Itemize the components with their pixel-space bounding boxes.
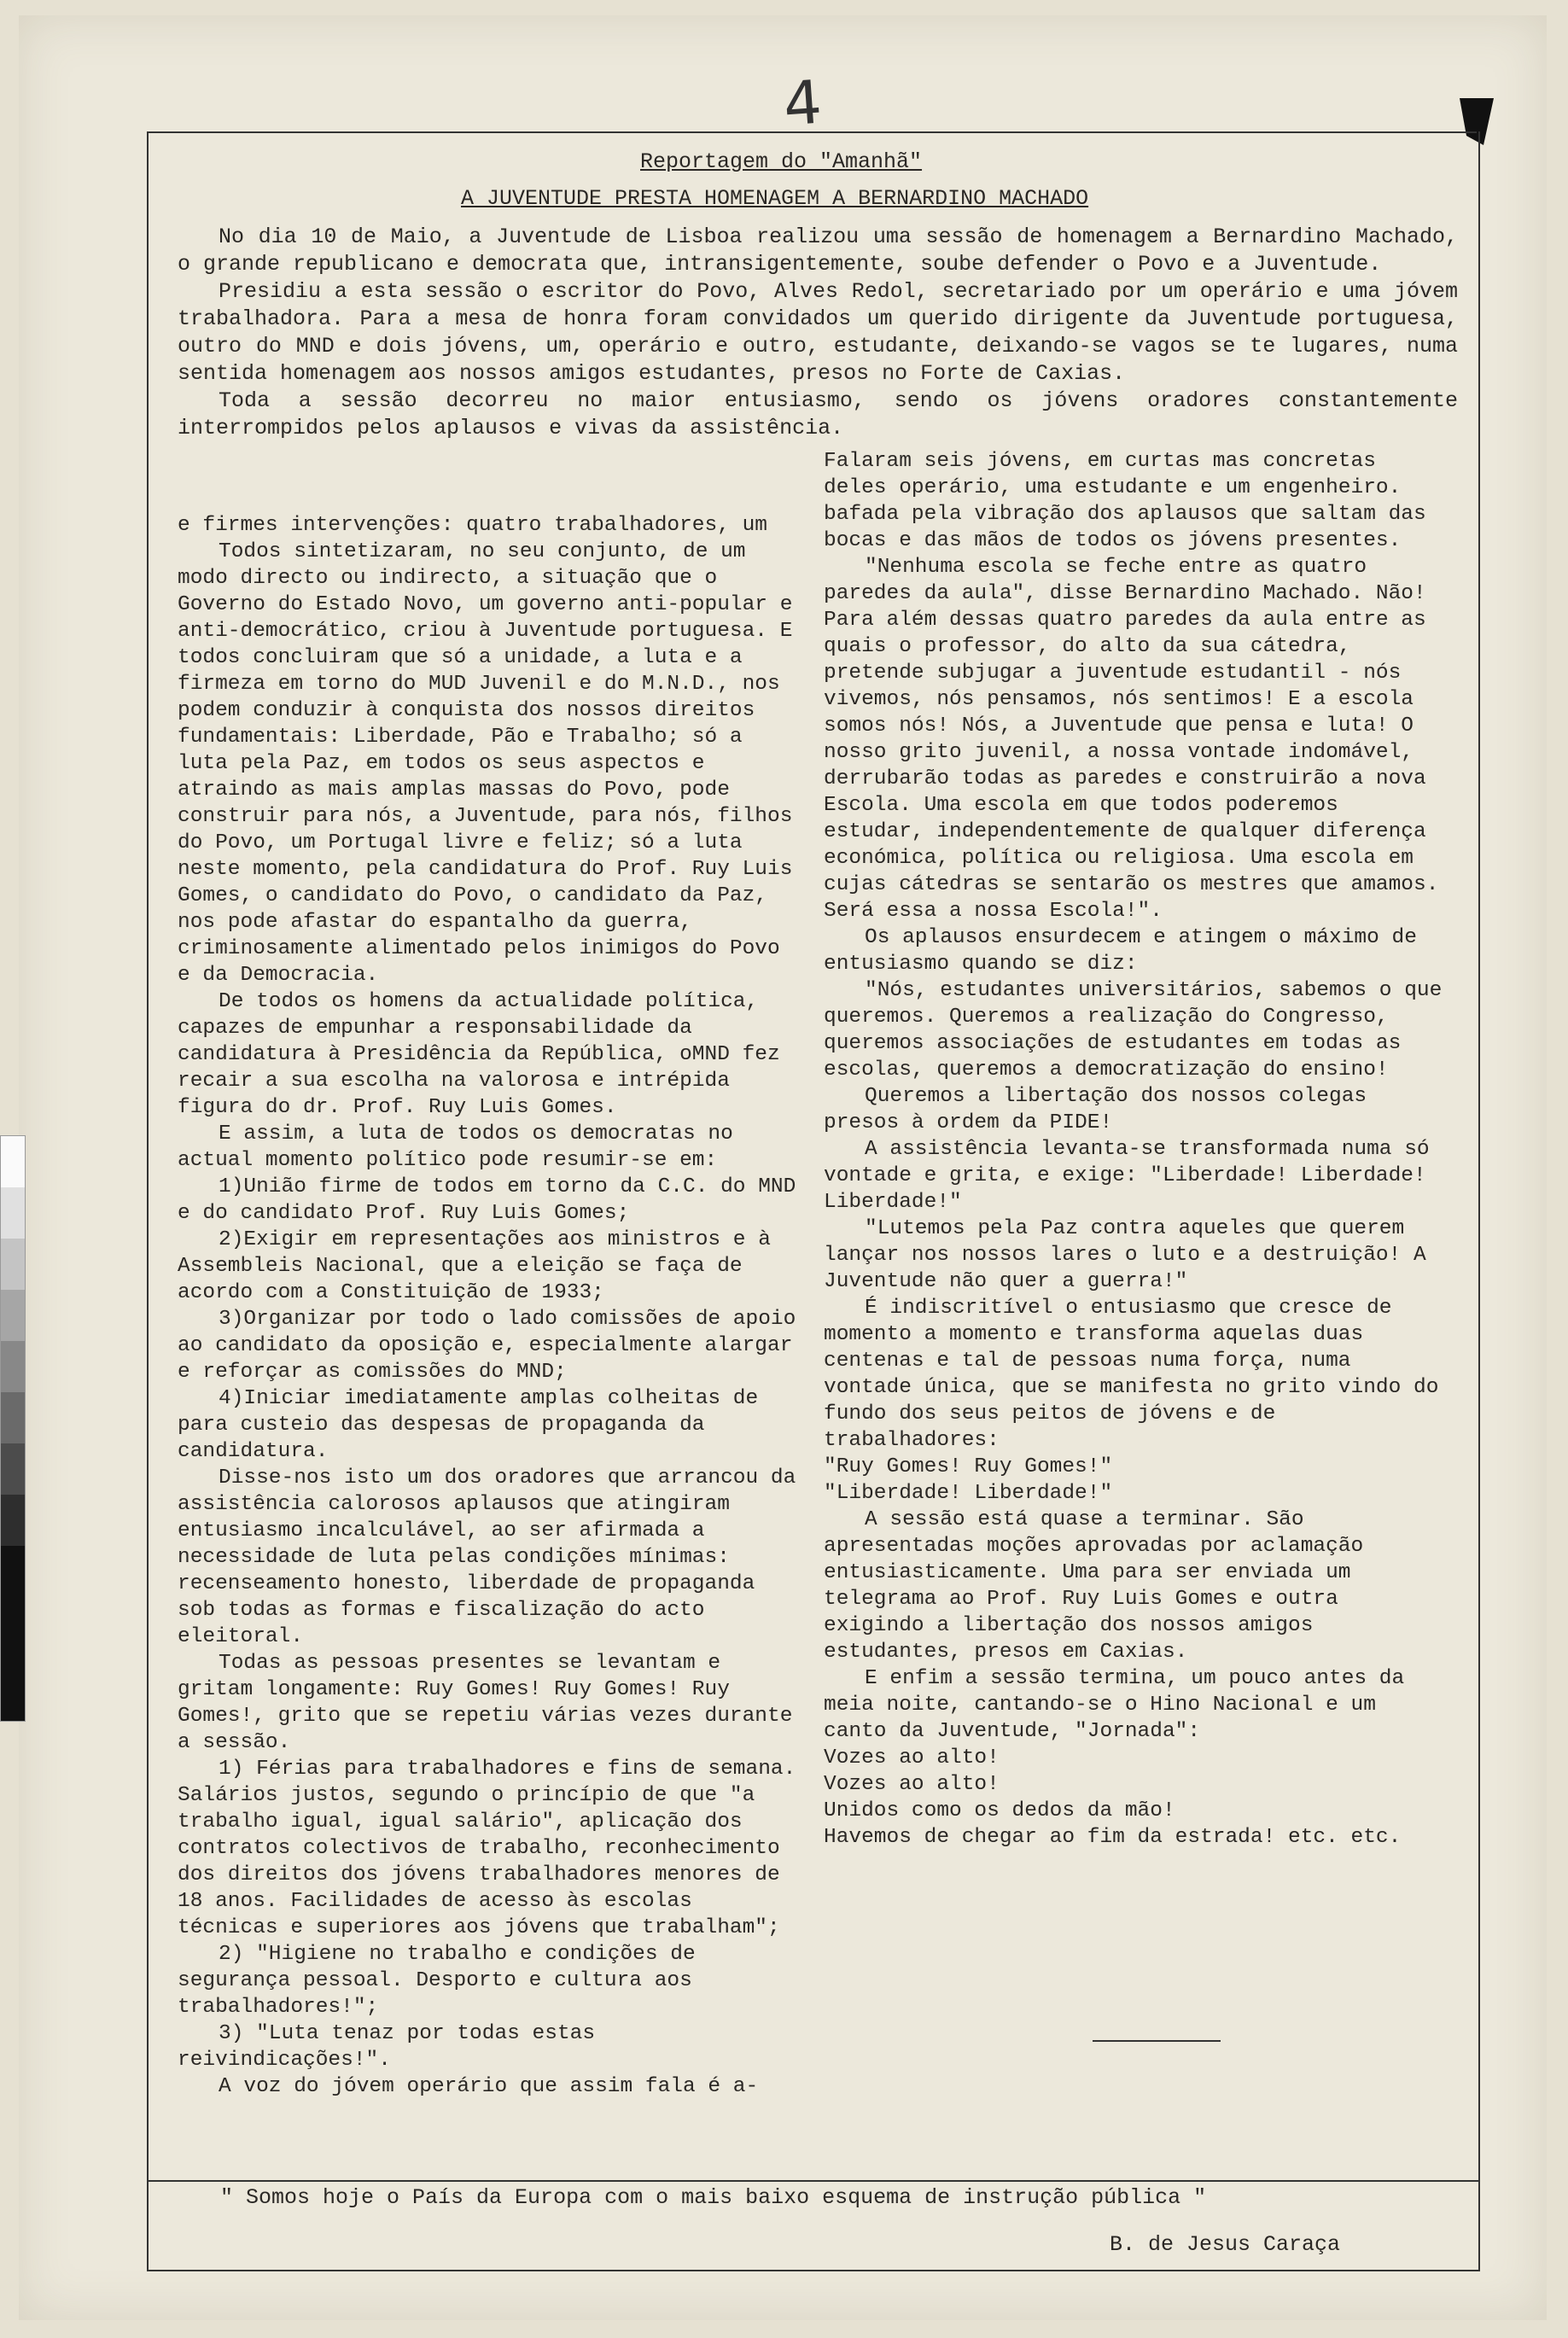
right-paragraph: Queremos a libertação dos nossos colegas presos à ordem da PIDE! <box>824 1085 1367 1134</box>
footer-divider <box>149 2180 1478 2182</box>
demand-item: 2)Exigir em representações aos ministros e à Assembleis Nacional, que a eleição se faça de acordo com a Constituição de 1933; <box>178 1228 771 1304</box>
demand-item: 4)Iniciar imediatamente amplas colheitas de para custeio das despesas de propaganda da candidatura. <box>178 1387 759 1463</box>
song-line: Vozes ao alto! <box>824 1773 1000 1796</box>
color-scale-strip <box>0 1135 26 1722</box>
chant-line: "Ruy Gomes! Ruy Gomes!" <box>824 1455 1113 1478</box>
song-line: Unidos como os dedos da mão! <box>824 1799 1175 1822</box>
page-number: 4 <box>781 67 825 140</box>
footer-quote: " Somos hoje o País da Europa com o mais baixo esquema de instrução pública " <box>220 2185 1207 2210</box>
left-paragraph: Disse-nos isto um dos oradores que arrancou da assistência calorosos aplausos que atingiram entusiasmo incalculável, ao ser afirmada a necessidade de luta pelas condições mínimas: recenseamento honesto, liberdade de propaganda sob todas as formas e fiscalização do acto eleitoral. <box>178 1466 796 1648</box>
left-paragraph: E assim, a luta de todos os democratas no actual momento político pode resumir-se em: <box>178 1122 733 1172</box>
right-paragraph: "Nós, estudantes universitários, sabemos o que queremos. Queremos a realização do Congresso, queremos associações de estudantes em todas as escolas, queremos a democratização do ensino! <box>824 979 1443 1082</box>
right-paragraph: A assistência levanta-se transformada numa só vontade e grita, e exige: "Liberdade! Liberdade! Liberdade!" <box>824 1138 1430 1214</box>
right-paragraph: E enfim a sessão termina, um pouco antes da meia noite, cantando-se o Hino Nacional e um canto da Juventude, "Jornada": <box>824 1667 1405 1743</box>
right-column <box>824 448 1447 1851</box>
article-title: A JUVENTUDE PRESTA HOMENAGEM A BERNARDINO MACHADO <box>461 186 1089 211</box>
chant-line: "Liberdade! Liberdade!" <box>824 1482 1113 1505</box>
right-paragraph: É indiscritível o entusiasmo que cresce de momento a momento e transforma aquelas duas centenas e tal de pessoas numa força, numa vontade única, que se manifesta no grito vindo do fundo dos seus peitos de jóvens e de trabalhadores: <box>824 1297 1439 1452</box>
intro-text <box>178 224 1458 442</box>
right-paragraph: Falaram seis jóvens, em curtas mas concretas <box>824 450 1376 473</box>
section-title: Reportagem do "Amanhã" <box>640 149 923 174</box>
right-paragraph: Os aplausos ensurdecem e atingem o máximo de entusiasmo quando se diz: <box>824 926 1417 976</box>
left-paragraph: Todos sintetizaram, no seu conjunto, de um modo directo ou indirecto, a situação que o Governo do Estado Novo, um governo anti-popular e anti-democrático, criou à Juventude portuguesa. E todos concluiram que só a unidade, a luta e a firmeza em torno do MUD Juvenil e do M.N.D., nos podem conduzir à conquista dos nossos direitos fundamentais: Liberdade, Pão e Trabalho; só a luta pela Paz, em todos os seus aspectos e atraindo as mais amplas massas do Povo, pode construir para nós, a Juventude, para nós, filhos do Povo, um Portugal livre e feliz; só a luta neste momento, pela candidatura do Prof. Ruy Luis Gomes, o candidato do Povo, o candidato da Paz, nos pode afastar do espantalho da guerra, criminosamente alimentado pelos inimigos do Povo e da Democracia. <box>178 540 793 987</box>
demand-item: 3)Organizar por todo o lado comissões de apoio ao candidato da oposição e, especialmente alargar e reforçar as comissões do MND; <box>178 1308 796 1384</box>
worker-demand: 3) "Luta tenaz por todas estas reivindicações!". <box>178 2022 596 2072</box>
demand-item: 1)União firme de todos em torno da C.C. do MND e do candidato Prof. Ruy Luis Gomes; <box>178 1175 796 1225</box>
right-paragraph: A sessão está quase a terminar. São apresentadas moções aprovadas por aclamação entusiasticamente. Uma para ser enviada um telegrama ao Prof. Ruy Luis Gomes e outra exigindo a libertação dos nossos amigos estudantes, presos em Caxias. <box>824 1508 1364 1664</box>
intro-paragraph: Presidiu a esta sessão o escritor do Povo, Alves Redol, secretariado por um operário e uma jóvem trabalhadora. Para a mesa de honra foram convidados um querido dirigente da Juventude portuguesa, outro do MND e dois jóvens, um, operário e outro, estudante, deixando-se vagos se te lugares, numa sentida homenagem aos nossos amigos estudantes, presos no Forte de Caxias. <box>178 279 1458 386</box>
worker-demand: 2) "Higiene no trabalho e condições de segurança pessoal. Desporto e cultura aos trabalhadores!"; <box>178 1943 696 2019</box>
song-line: Havemos de chegar ao fim da estrada! etc. etc. <box>824 1826 1402 1849</box>
right-paragraph: "Nenhuma escola se feche entre as quatro paredes da aula", disse Bernardino Machado. Não! Para além dessas quatro paredes da aula entre as quais o professor, do alto da sua cátedra, pretende subjugar a juventude estudantil - nós vivemos, nós pensamos, nós sentimos! E a escola somos nós! Nós, a Juventude que pensa e luta! O nosso grito juvenil, a nossa vontade indomável, derrubarão todas as paredes e construirão a nova Escola. Uma escola em que todos poderemos estudar, independentemente de qualquer diferença económica, política ou religiosa. Uma escola em cujas cátedras se sentarão os mestres que amamos. Será essa a nossa Escola!". <box>824 556 1439 923</box>
left-paragraph: De todos os homens da actualidade política, capazes de empunhar a responsabilidade da candidatura à Presidência da República, oMND fez recair a sua escolha na valorosa e intrépida figura do dr. Prof. Ruy Luis Gomes. <box>178 990 780 1119</box>
intro-paragraph: Toda a sessão decorreu no maior entusiasmo, sendo os jóvens oradores constantemente interrompidos pelos aplausos e vivas da assistência. <box>178 388 1458 440</box>
left-paragraph: Todas as pessoas presentes se levantam e gritam longamente: Ruy Gomes! Ruy Gomes! Ruy Gomes!, grito que se repetiu várias vezes durante a sessão. <box>178 1652 793 1754</box>
quote-author: B. de Jesus Caraça <box>1110 2232 1341 2257</box>
worker-demand: 1) Férias para trabalhadores e fins de semana. Salários justos, segundo o princípio de que "a trabalho igual, igual salário", aplicação dos contratos colectivos de trabalho, reconhecimento dos direitos dos jóvens trabalhadores menores de 18 anos. Facilidades de acesso às escolas técnicas e superiores aos jóvens que trabalham"; <box>178 1758 796 1939</box>
right-paragraph: bafada pela vibração dos aplausos que saltam das bocas e das mãos de todos os jóvens presentes. <box>824 503 1426 552</box>
intro-paragraph: No dia 10 de Maio, a Juventude de Lisboa realizou uma sessão de homenagem a Bernardino Machado, o grande republicano e democrata que, intransigentemente, soube defender o Povo e a Juventude. <box>178 224 1458 277</box>
left-paragraph: A voz do jóvem operário que assim fala é a- <box>219 2075 759 2098</box>
right-paragraph: "Lutemos pela Paz contra aqueles que querem lançar nos nossos lares o luto e a destruição! A Juventude não quer a guerra!" <box>824 1217 1426 1293</box>
left-paragraph: e firmes intervenções: quatro trabalhadores, um <box>178 514 768 537</box>
song-line: Vozes ao alto! <box>824 1746 1000 1770</box>
right-paragraph: deles operário, uma estudante e um engenheiro. <box>824 476 1402 499</box>
article-end-rule <box>1093 2040 1221 2042</box>
left-column <box>178 512 805 2100</box>
